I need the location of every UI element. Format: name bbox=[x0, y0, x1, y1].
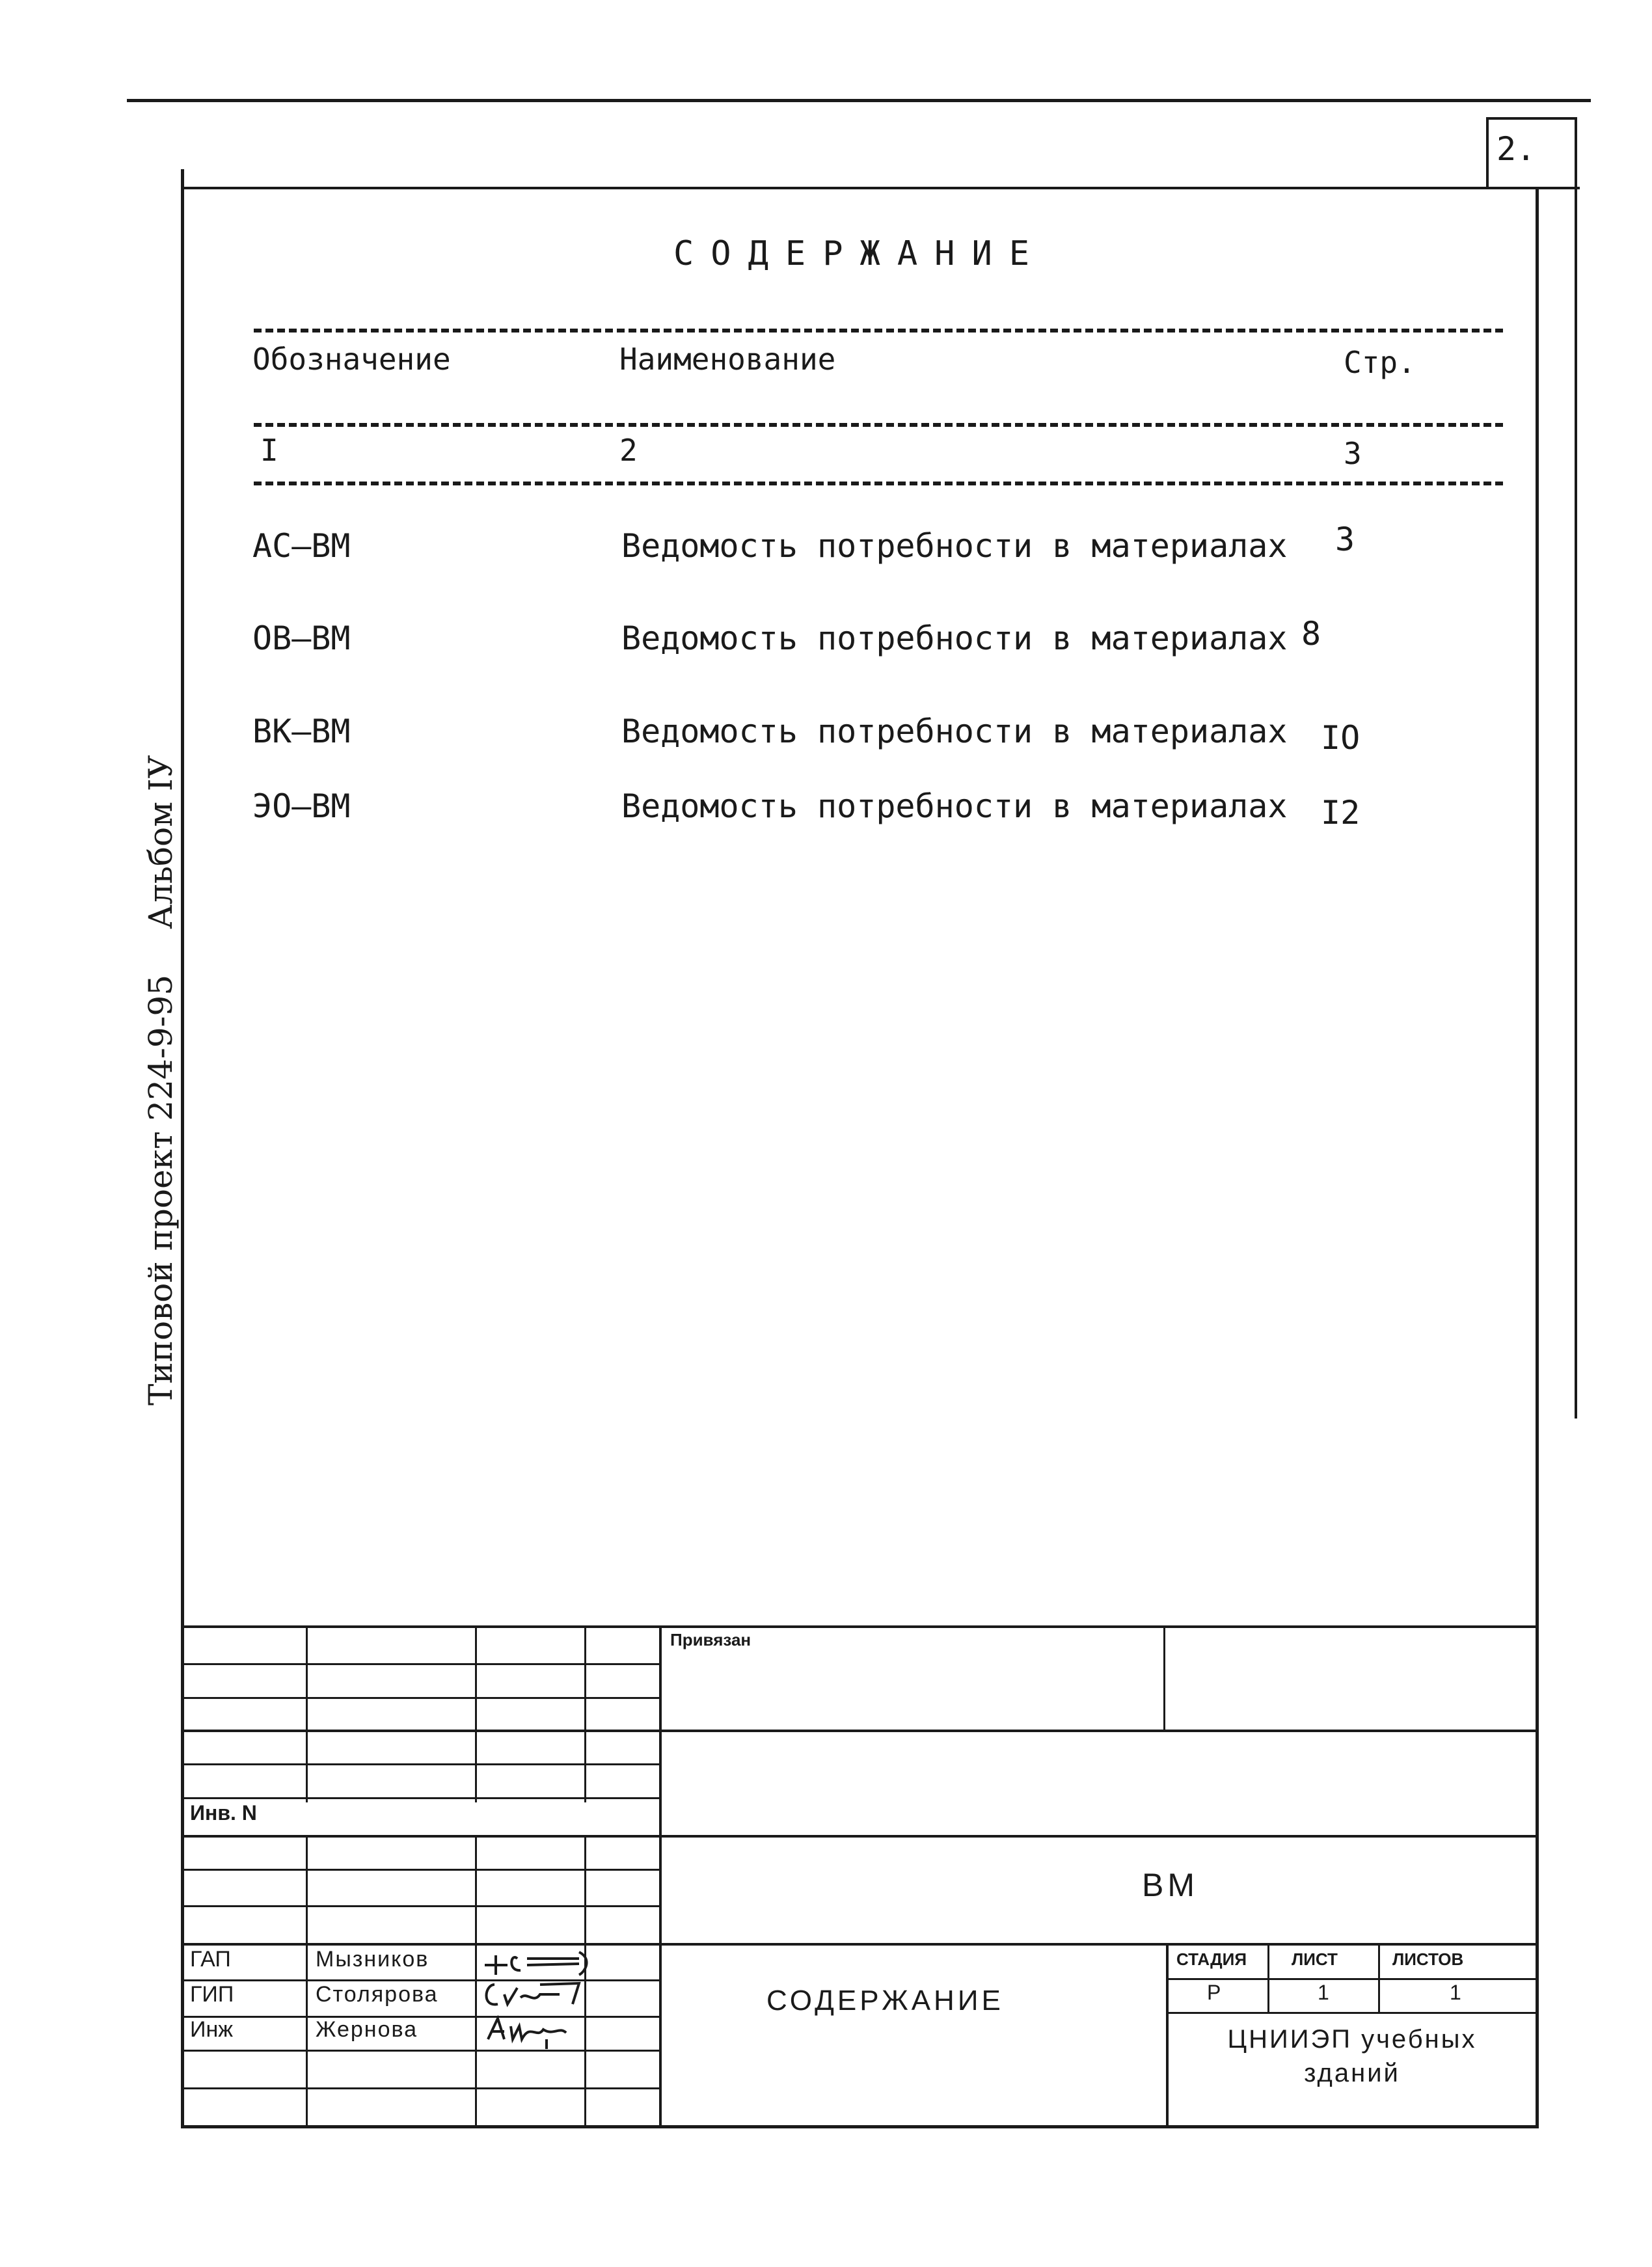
row-3-name: Ведомость потребности в материалах bbox=[621, 713, 1288, 750]
header-rule-top bbox=[254, 329, 1503, 333]
signer-2-name: Столярова bbox=[316, 1982, 439, 2007]
colnum-1: I bbox=[260, 433, 278, 468]
signer-2-role: ГИП bbox=[190, 1982, 234, 2007]
frame-left bbox=[181, 169, 184, 2128]
tb-v-1b bbox=[306, 1835, 308, 2126]
tb-stage-label: СТАДИЯ bbox=[1176, 1949, 1247, 1969]
colnum-2: 2 bbox=[619, 433, 638, 468]
tb-v-privyazan bbox=[1163, 1625, 1165, 1731]
row-2-page: 8 bbox=[1301, 615, 1321, 653]
signature-1 bbox=[481, 1946, 592, 1981]
tb-privyazan: Привязан bbox=[670, 1630, 752, 1649]
side-caption bbox=[142, 755, 180, 1405]
tb-h-2 bbox=[181, 1697, 659, 1699]
top-margin-line bbox=[127, 99, 1591, 102]
tb-v-3 bbox=[584, 1625, 586, 1802]
tb-inv-no: Инв. N bbox=[190, 1801, 257, 1825]
header-name: Наименование bbox=[619, 342, 836, 377]
tb-sheets-label: ЛИСТОВ bbox=[1392, 1949, 1464, 1969]
sheet-number: 2. bbox=[1496, 130, 1536, 168]
frame-top bbox=[181, 187, 1580, 189]
tb-v-1 bbox=[306, 1625, 308, 1802]
tb-stamp-h-2 bbox=[1166, 2012, 1539, 2014]
tb-org-line-2: зданий bbox=[1304, 2059, 1400, 2087]
row-1-code: АС–ВМ bbox=[252, 527, 351, 565]
signer-3-role: Инж bbox=[190, 2017, 233, 2042]
frame-bottom bbox=[181, 2125, 1539, 2128]
tb-stamp-h-1 bbox=[1166, 1978, 1539, 1980]
frame-outer-right bbox=[1575, 117, 1577, 1419]
signer-3-name: Жернова bbox=[316, 2017, 418, 2042]
tb-v-2b bbox=[475, 1835, 477, 2126]
tb-sheet-label: ЛИСТ bbox=[1292, 1949, 1338, 1969]
row-4-page: I2 bbox=[1321, 794, 1361, 832]
tb-h-6 bbox=[181, 1835, 1539, 1838]
tb-h-13 bbox=[181, 2087, 659, 2089]
contents-title: СОДЕРЖАНИЕ bbox=[673, 234, 1047, 273]
tb-h-1 bbox=[181, 1663, 659, 1665]
row-1-name: Ведомость потребности в материалах bbox=[621, 527, 1288, 565]
row-1-page: 3 bbox=[1335, 521, 1355, 558]
tb-sheet-title: СОДЕРЖАНИЕ bbox=[766, 1985, 1004, 2016]
tb-sheet-value: 1 bbox=[1318, 1981, 1329, 2004]
tb-v-stamp-2 bbox=[1267, 1943, 1269, 2013]
signer-1-role: ГАП bbox=[190, 1947, 231, 1972]
tb-v-stamp bbox=[1166, 1943, 1169, 2126]
row-2-name: Ведомость потребности в материалах bbox=[621, 619, 1288, 657]
tb-h-8 bbox=[181, 1905, 659, 1907]
tb-org-line-1: ЦНИИЭП учебных bbox=[1227, 2025, 1477, 2054]
signature-2 bbox=[481, 1978, 592, 2013]
header-designation: Обозначение bbox=[252, 342, 451, 377]
tb-stage-value: Р bbox=[1207, 1981, 1221, 2004]
signature-3 bbox=[481, 2013, 592, 2055]
tb-top bbox=[181, 1625, 1539, 1628]
row-4-code: ЭО–ВМ bbox=[252, 787, 351, 825]
signer-1-name: Мызников bbox=[316, 1947, 429, 1972]
sheet-number-box-left bbox=[1486, 117, 1489, 189]
tb-v-2 bbox=[475, 1625, 477, 1802]
side-project: Типовой проект 224-9-95 bbox=[142, 974, 180, 1405]
header-rule-bottom bbox=[254, 482, 1503, 485]
tb-v-4 bbox=[659, 1625, 662, 2126]
tb-sheets-value: 1 bbox=[1450, 1981, 1461, 2004]
sheet-number-box-top bbox=[1486, 117, 1577, 120]
tb-h-4 bbox=[181, 1763, 659, 1765]
row-2-code: ОВ–ВМ bbox=[252, 619, 351, 657]
row-4-name: Ведомость потребности в материалах bbox=[621, 787, 1288, 825]
tb-designation: ВМ bbox=[1142, 1867, 1198, 1903]
tb-organization bbox=[1170, 2022, 1534, 2090]
header-rule-mid bbox=[254, 423, 1503, 427]
tb-h-9 bbox=[181, 1943, 1539, 1946]
tb-h-5 bbox=[181, 1797, 659, 1799]
side-album: Альбом IУ bbox=[142, 755, 180, 929]
tb-h-7 bbox=[181, 1869, 659, 1871]
tb-v-stamp-3 bbox=[1378, 1943, 1380, 2013]
colnum-3: 3 bbox=[1344, 436, 1362, 471]
header-page: Стр. bbox=[1344, 345, 1416, 380]
tb-h-3 bbox=[181, 1730, 1539, 1732]
row-3-code: ВК–ВМ bbox=[252, 713, 351, 750]
row-3-page: IO bbox=[1321, 719, 1361, 757]
